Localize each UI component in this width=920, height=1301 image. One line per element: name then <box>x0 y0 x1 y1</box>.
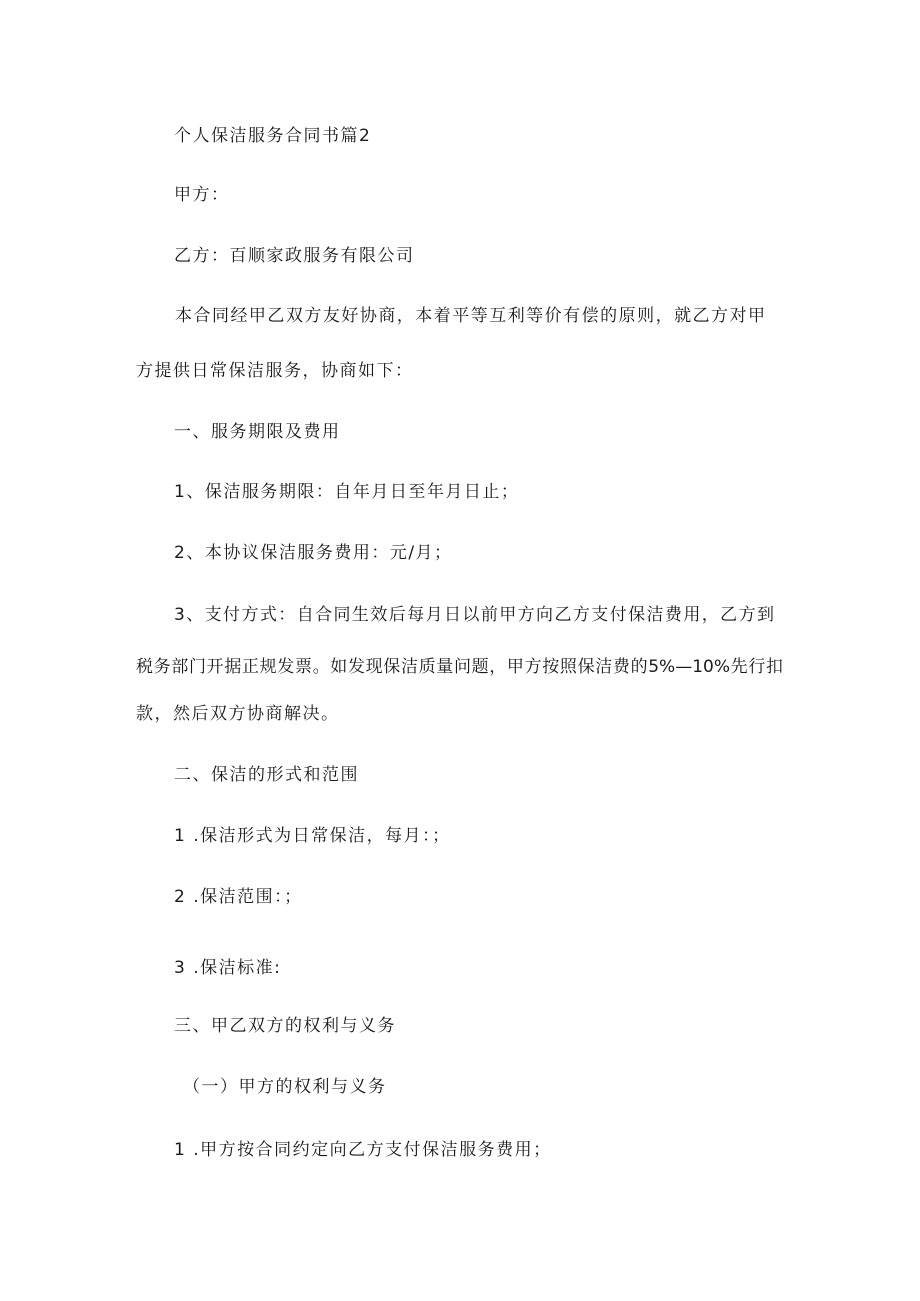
section-1-item-2: 2、本协议保洁服务费用：元/月； <box>174 543 453 563</box>
party-a: 甲方： <box>174 185 230 205</box>
section-2-heading: 二、保洁的形式和范围 <box>174 765 359 785</box>
section-2-item-2: 2 .保洁范围：； <box>174 887 303 907</box>
section-1-heading: 一、服务期限及费用 <box>174 422 341 442</box>
section-2-item-3: 3 .保洁标准: <box>174 958 282 978</box>
intro-line-1: 本合同经甲乙双方友好协商，本着平等互利等价有偿的原则，就乙方对甲 <box>175 306 765 326</box>
section-1-item-3-line-3: 款，然后双方协商解决。 <box>136 704 340 724</box>
document-title: 个人保洁服务合同书篇2 <box>174 126 372 146</box>
section-2-item-1: 1 .保洁形式为日常保洁，每月：； <box>174 826 451 846</box>
party-b: 乙方：百顺家政服务有限公司 <box>174 246 415 266</box>
section-3-heading: 三、甲乙双方的权利与义务 <box>174 1016 396 1036</box>
section-1-item-3-line-1: 3、支付方式：自合同生效后每月日以前甲方向乙方支付保洁费用，乙方到 <box>174 605 774 625</box>
section-3-subheading-1: （一）甲方的权利与义务 <box>183 1077 387 1097</box>
intro-line-2: 方提供日常保洁服务，协商如下： <box>136 361 414 381</box>
section-1-item-1: 1、保洁服务期限：自年月日至年月日止； <box>174 482 520 502</box>
section-3-item-1: 1 .甲方按合同约定向乙方支付保洁服务费用； <box>174 1140 552 1160</box>
section-1-item-3-line-2: 税务部门开据正规发票。如发现保洁质量问题，甲方按照保洁费的5%—10%先行扣 <box>136 657 783 677</box>
